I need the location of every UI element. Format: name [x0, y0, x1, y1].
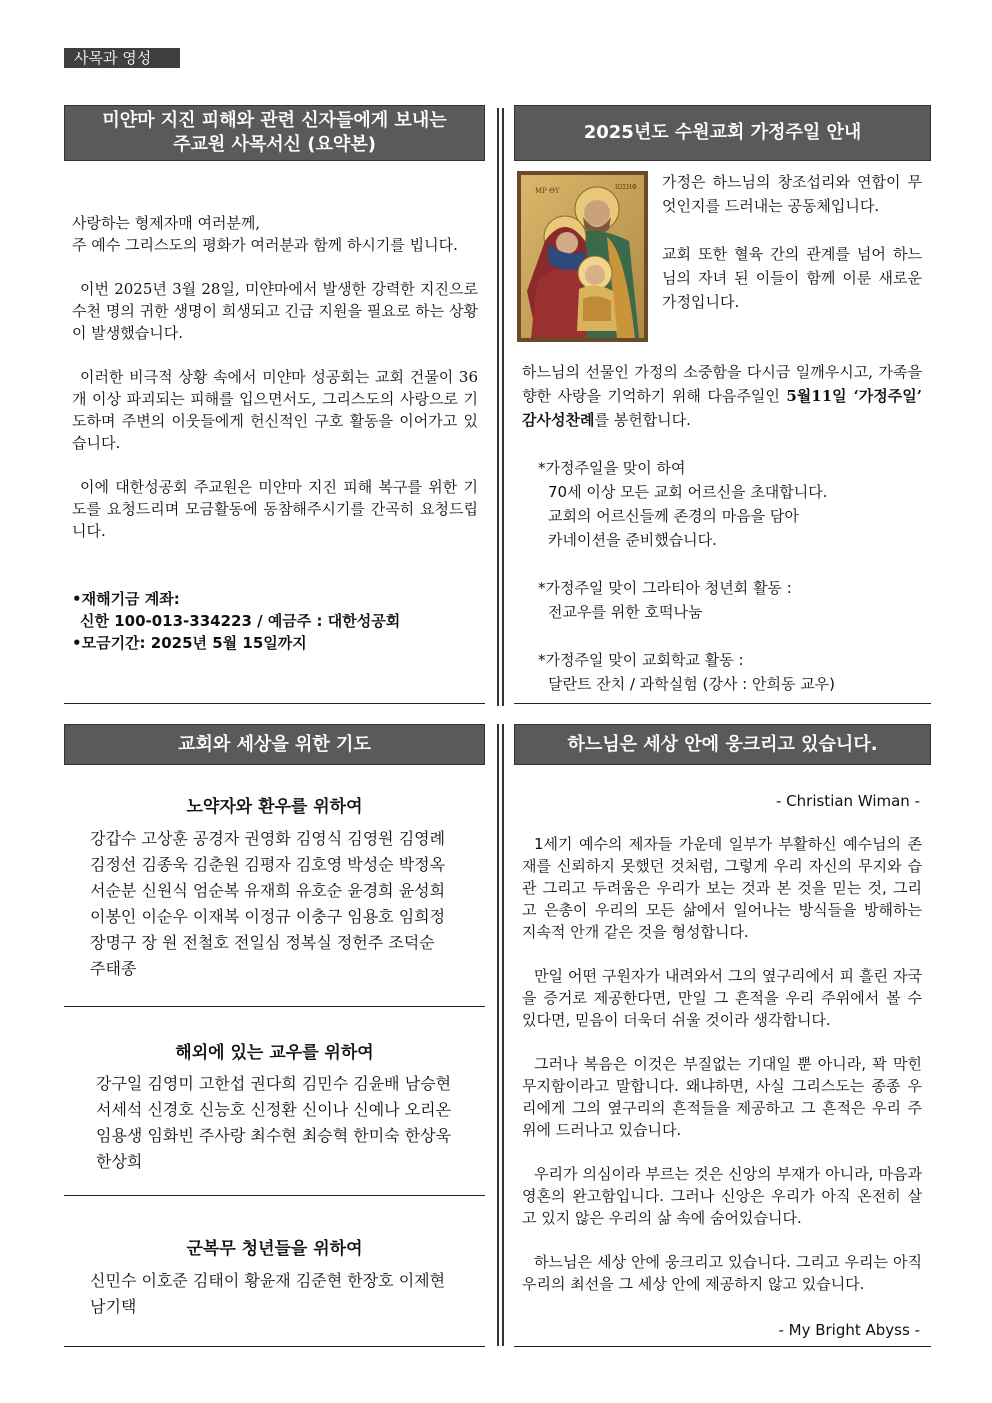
- account-label: •재해기금 계좌:: [72, 590, 180, 608]
- prayer-header: [64, 724, 485, 765]
- pastoral-letter-title-line2: 주교원 사목서신 (요약본): [173, 134, 376, 155]
- family-body-text: 를 봉헌합니다.: [594, 411, 691, 429]
- family-body-text: 하느님의 선물인 가정의 소중함을 다시금 일깨우시고, 가족을 향한 사랑을 기억하기 위해 다음주일인: [522, 363, 922, 405]
- section-divider: [514, 1346, 931, 1347]
- prayer-name-line: 강갑수 고상훈 공경자 권영화 김영식 김영원 김영례: [90, 829, 446, 848]
- letter-paragraph: 이러한 비극적 상황 속에서 미얀마 성공회는 교회 건물이 36개 이상 파괴되는 피해를 입으면서도, 그리스도의 사랑으로 기도하며 주변의 이웃들에게 헌신적인 구호 활동을 이어가고 있습니다.: [72, 368, 478, 452]
- prayer-name-line: 남기택: [90, 1297, 137, 1316]
- pastoral-letter-title-line1: 미얀마 지진 피해와 관련 신자들에게 보내는: [102, 110, 447, 131]
- activity-heading: *가정주일 맞이 그라티아 청년회 활동 :: [538, 579, 792, 597]
- activity-detail: 70세 이상 모든 교회 어르신을 초대합니다.: [548, 483, 828, 501]
- section-divider: [514, 703, 931, 704]
- prayer-name-line: 서순분 신원식 엄순복 유재희 유호순 윤경희 윤성희: [90, 881, 446, 900]
- family-sunday-body: [522, 360, 922, 432]
- activity-detail: 전교우를 위한 호떡나눔: [548, 603, 703, 621]
- account-number: 신한 100-013-334223 / 예금주 : 대한성공회: [80, 612, 401, 630]
- family-intro-paragraph: 가정은 하느님의 창조섭리와 연합이 무엇인지를 드러내는 공동체입니다.: [662, 173, 922, 215]
- prayer-name-line: 한상희: [96, 1152, 143, 1171]
- prayer-group-title: 해외에 있는 교우를 위하여: [175, 1043, 374, 1063]
- family-sunday-header: [514, 105, 931, 161]
- prayer-name-list: [90, 1268, 480, 1320]
- column-divider: [502, 108, 504, 706]
- meditation-body: [522, 833, 922, 1295]
- prayer-title: 교회와 세상을 위한 기도: [178, 733, 371, 755]
- prayer-group-title: 군복무 청년들을 위하여: [186, 1239, 363, 1259]
- section-divider: [64, 1195, 485, 1196]
- family-sunday-activities: [538, 456, 928, 696]
- meditation-source: - My Bright Abyss -: [778, 1321, 920, 1339]
- pastoral-letter-header: [64, 105, 485, 161]
- prayer-group-title: 노약자와 환우를 위하여: [186, 797, 363, 817]
- holy-family-icon: [517, 171, 648, 342]
- section-tag: 사목과 영성: [64, 48, 180, 68]
- greeting-line: 주 예수 그리스도의 평화가 여러분과 함께 하시기를 빕니다.: [72, 236, 458, 254]
- meditation-paragraph: 우리가 의심이라 부르는 것은 신앙의 부재가 아니라, 마음과 영혼의 완고함입니다. 그러나 신앙은 우리가 아직 온전히 살고 있지 않은 우리의 삶 속에 숨어있습니다.: [522, 1165, 922, 1227]
- activity-item: [538, 648, 928, 696]
- prayer-name-line: 임용생 임화빈 주사랑 최수현 최승혁 한미숙 한상욱: [96, 1126, 452, 1145]
- meditation-paragraph: 하느님은 세상 안에 웅크리고 있습니다. 그리고 우리는 아직 우리의 최선을 그 세상 안에 제공하지 않고 있습니다.: [522, 1253, 922, 1293]
- prayer-name-line: 김정선 김종욱 김춘원 김평자 김호영 박성순 박정옥: [90, 855, 446, 874]
- activity-item: [538, 576, 928, 624]
- family-intro-paragraph: 교회 또한 혈육 간의 관계를 넘어 하느님의 자녀 된 이들이 함께 이룬 새로운 가정입니다.: [662, 245, 922, 311]
- meditation-author: - Christian Wiman -: [776, 792, 920, 810]
- activity-detail: 교회의 어르신들께 존경의 마음을 담아: [548, 507, 799, 525]
- svg-text:ΜΡ ΘΥ: ΜΡ ΘΥ: [535, 187, 560, 195]
- meditation-paragraph: 그러나 복음은 이것은 부질없는 기대일 뿐 아니라, 꽉 막힌 무지함이라고 말합니다. 왜냐하면, 사실 그리스도는 종종 우리에게 그의 옆구리의 흔적들을 제공하고 그 흔적은 우리 주위에 드러나고 있습니다.: [522, 1055, 922, 1139]
- section-divider: [64, 1006, 485, 1007]
- activity-detail: 달란트 잔치 / 과학실험 (강사 : 안희동 교우): [548, 675, 836, 693]
- svg-text:ΙΩΣΗΦ: ΙΩΣΗΦ: [615, 184, 637, 191]
- column-divider: [497, 108, 499, 706]
- prayer-name-line: 서세석 신경호 신능호 신정환 신이나 신예나 오리온: [96, 1100, 452, 1119]
- prayer-name-line: 장명구 장 원 전철호 전일심 정복실 정헌주 조덕순: [90, 933, 435, 952]
- activity-detail: 카네이션을 준비했습니다.: [548, 531, 717, 549]
- prayer-name-list: [90, 826, 480, 982]
- family-intro: [662, 170, 922, 314]
- family-sunday-date: 5월11일 ‘가정주일’ 감사성찬례: [522, 387, 922, 429]
- meditation-title: 하느님은 세상 안에 웅크리고 있습니다.: [567, 733, 878, 755]
- activity-heading: *가정주일 맞이 교회학교 활동 :: [538, 651, 744, 669]
- prayer-name-line: 이봉인 이순우 이재복 이정규 이충구 임용호 임희정: [90, 907, 446, 926]
- donation-info: [72, 588, 482, 654]
- pastoral-letter-body: [72, 212, 478, 542]
- prayer-name-line: 주태종: [90, 959, 137, 978]
- donation-period: •모금기간: 2025년 5월 15일까지: [72, 634, 307, 652]
- family-sunday-title: 2025년도 수원교회 가정주일 안내: [583, 122, 862, 143]
- prayer-name-line: 신민수 이호준 김태이 황윤재 김준현 한장호 이제현: [90, 1271, 446, 1290]
- column-divider: [497, 724, 499, 1346]
- letter-paragraph: 이에 대한성공회 주교원은 미얀마 지진 피해 복구를 위한 기도를 요청드리며 모금활동에 동참해주시기를 간곡히 요청드립니다.: [72, 478, 478, 540]
- prayer-name-list: [96, 1071, 486, 1175]
- section-divider: [64, 703, 485, 704]
- meditation-paragraph: 1세기 예수의 제자들 가운데 일부가 부활하신 예수님의 존재를 신뢰하지 못했던 것처럼, 그렇게 우리 자신의 무지와 습관 그리고 두려움은 우리가 보는 것과 본 것을 믿는 것, 그리고 은총이 우리의 모든 삶에서 일어나는 방식들을 방해하는 지속적 안개 같은 것을 형성합니다.: [522, 835, 922, 941]
- letter-paragraph: 이번 2025년 3월 28일, 미얀마에서 발생한 강력한 지진으로 수천 명의 귀한 생명이 희생되고 긴급 지원을 필요로 하는 상황이 발생했습니다.: [72, 280, 478, 342]
- activity-heading: *가정주일을 맞이 하여: [538, 459, 686, 477]
- meditation-paragraph: 만일 어떤 구원자가 내려와서 그의 옆구리에서 피 흘린 자국을 증거로 제공한다면, 만일 그 흔적을 우리 주위에서 볼 수 있다면, 믿음이 더욱더 쉬울 것이라 생각합니다.: [522, 967, 922, 1029]
- activity-item: [538, 456, 928, 552]
- column-divider: [502, 724, 504, 1346]
- meditation-header: [514, 724, 931, 765]
- prayer-name-line: 강구일 김영미 고한섭 권다희 김민수 김윤배 남승현: [96, 1074, 452, 1093]
- greeting-line: 사랑하는 형제자매 여러분께,: [72, 214, 261, 232]
- section-divider: [64, 1346, 485, 1347]
